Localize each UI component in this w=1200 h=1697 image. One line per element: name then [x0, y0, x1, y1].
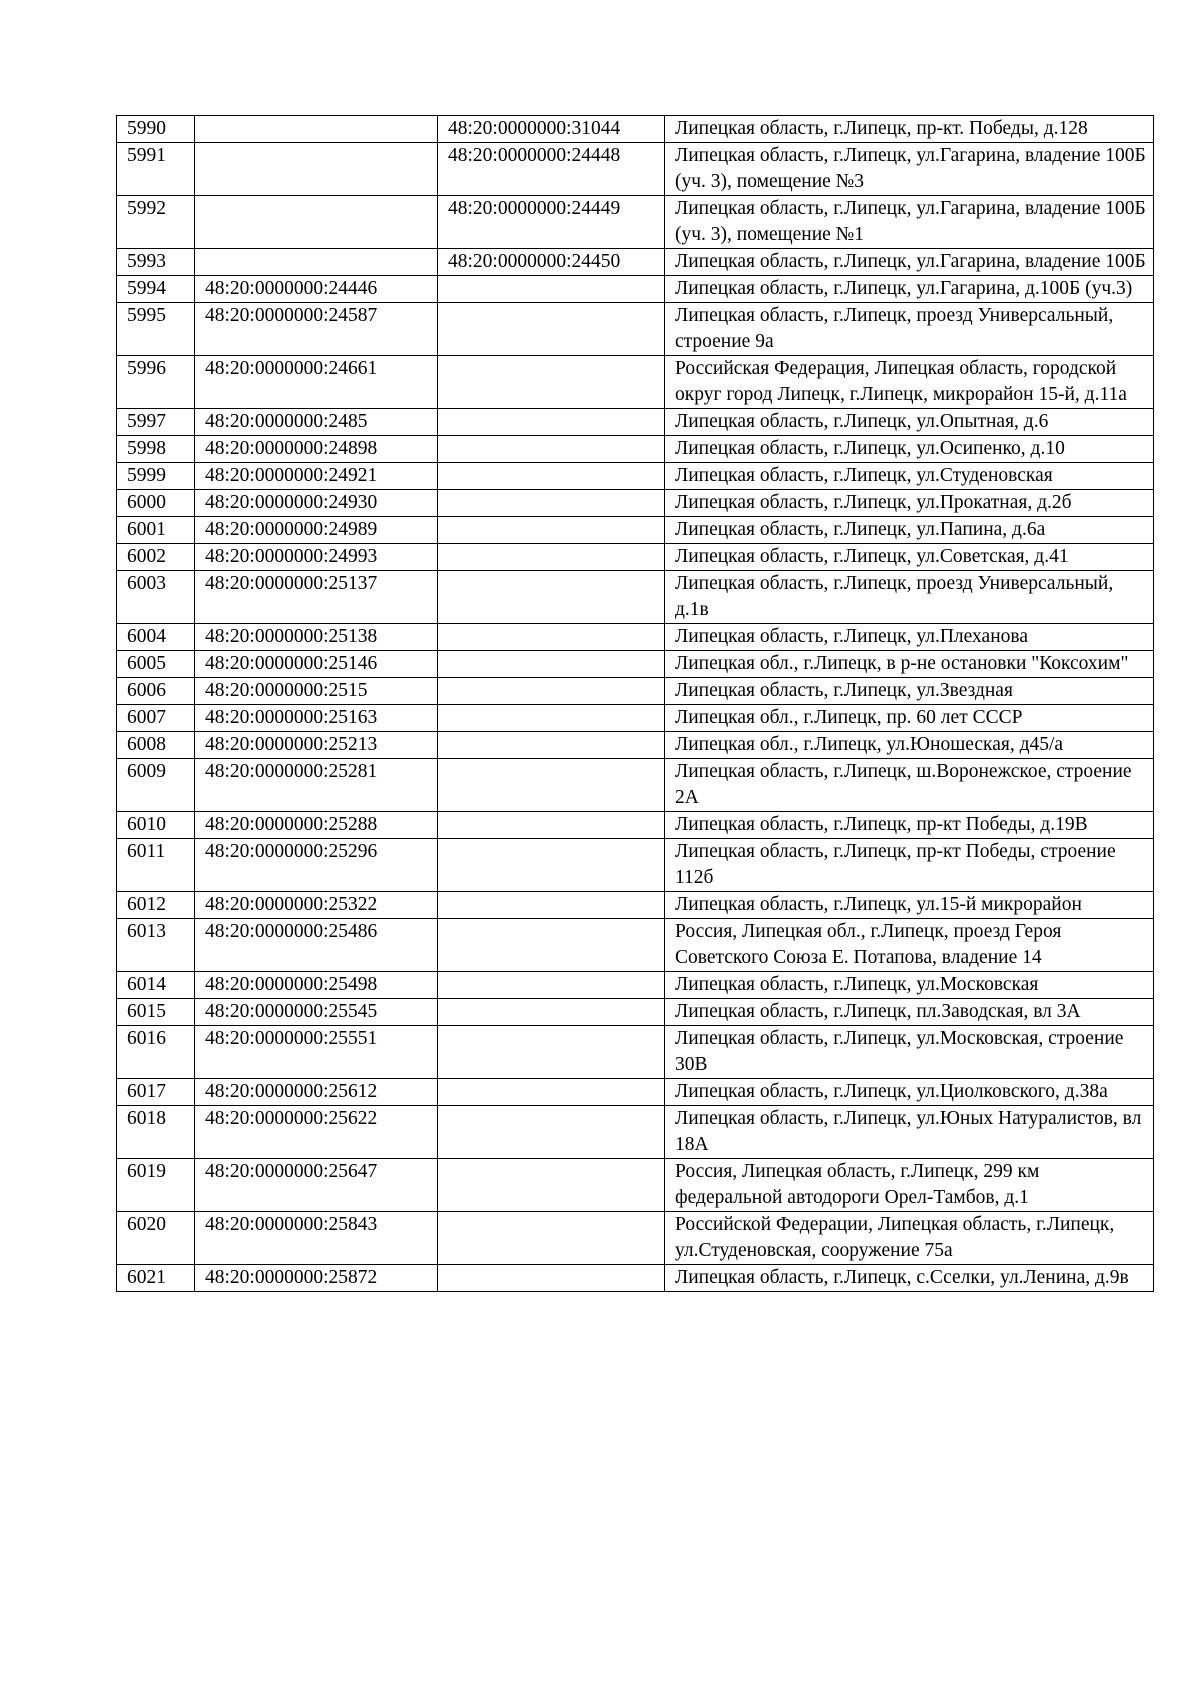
parent-cadastral-number-cell [438, 1212, 665, 1265]
row-number-cell: 6003 [117, 571, 195, 624]
address-cell: Липецкая обл., г.Липецк, пр. 60 лет СССР [665, 705, 1154, 732]
address-cell: Липецкая область, г.Липецк, ул.Гагарина, владение 100Б (уч. 3), помещение №3 [665, 143, 1154, 196]
parent-cadastral-number-cell [438, 972, 665, 999]
cadastral-number-cell: 48:20:0000000:2485 [195, 409, 438, 436]
row-number-cell: 5991 [117, 143, 195, 196]
cadastral-number-cell: 48:20:0000000:2515 [195, 678, 438, 705]
table-row [117, 436, 1154, 463]
table-row [117, 919, 1154, 972]
document-page [116, 115, 1153, 1292]
parent-cadastral-number-cell [438, 409, 665, 436]
address-cell: Липецкая обл., г.Липецк, в р-не остановки "Коксохим" [665, 651, 1154, 678]
address-cell: Липецкая область, г.Липецк, пр-кт Победы, д.19В [665, 812, 1154, 839]
cadastral-number-cell: 48:20:0000000:25213 [195, 732, 438, 759]
parent-cadastral-number-cell [438, 276, 665, 303]
table-row [117, 463, 1154, 490]
address-cell: Липецкая область, г.Липецк, ул.15-й микрорайон [665, 892, 1154, 919]
table-row [117, 972, 1154, 999]
row-number-cell: 6002 [117, 544, 195, 571]
address-cell: Липецкая область, г.Липецк, проезд Универсальный, строение 9а [665, 303, 1154, 356]
table-row [117, 1212, 1154, 1265]
row-number-cell: 6011 [117, 839, 195, 892]
parent-cadastral-number-cell [438, 919, 665, 972]
table-row [117, 705, 1154, 732]
row-number-cell: 5990 [117, 116, 195, 143]
table-row [117, 1265, 1154, 1292]
parent-cadastral-number-cell: 48:20:0000000:24449 [438, 196, 665, 249]
parent-cadastral-number-cell [438, 812, 665, 839]
cadastral-number-cell: 48:20:0000000:25296 [195, 839, 438, 892]
row-number-cell: 6014 [117, 972, 195, 999]
address-cell: Липецкая область, г.Липецк, пр-кт. Победы, д.128 [665, 116, 1154, 143]
cadastral-number-cell: 48:20:0000000:25551 [195, 1026, 438, 1079]
address-cell: Липецкая область, г.Липецк, ул.Звездная [665, 678, 1154, 705]
table-row [117, 651, 1154, 678]
address-cell: Липецкая область, г.Липецк, пл.Заводская, вл 3А [665, 999, 1154, 1026]
row-number-cell: 6001 [117, 517, 195, 544]
address-cell: Липецкая область, г.Липецк, с.Сселки, ул.Ленина, д.9в [665, 1265, 1154, 1292]
table-row [117, 544, 1154, 571]
table-row [117, 196, 1154, 249]
address-cell: Липецкая область, г.Липецк, ул.Прокатная, д.2б [665, 490, 1154, 517]
cadastral-number-cell: 48:20:0000000:25281 [195, 759, 438, 812]
table-row [117, 624, 1154, 651]
row-number-cell: 6012 [117, 892, 195, 919]
cadastral-number-cell [195, 116, 438, 143]
table-row [117, 276, 1154, 303]
table-row [117, 839, 1154, 892]
cadastral-number-cell: 48:20:0000000:25137 [195, 571, 438, 624]
address-cell: Липецкая область, г.Липецк, ул.Гагарина, д.100Б (уч.3) [665, 276, 1154, 303]
row-number-cell: 5998 [117, 436, 195, 463]
parent-cadastral-number-cell [438, 544, 665, 571]
address-cell: Российская Федерация, Липецкая область, городской округ город Липецк, г.Липецк, микрорайон 15-й, д.11а [665, 356, 1154, 409]
cadastral-number-cell: 48:20:0000000:25322 [195, 892, 438, 919]
row-number-cell: 6016 [117, 1026, 195, 1079]
table-row [117, 490, 1154, 517]
parent-cadastral-number-cell [438, 1026, 665, 1079]
address-cell: Липецкая область, г.Липецк, ул.Плеханова [665, 624, 1154, 651]
row-number-cell: 5994 [117, 276, 195, 303]
row-number-cell: 5999 [117, 463, 195, 490]
parent-cadastral-number-cell [438, 624, 665, 651]
address-cell: Липецкая область, г.Липецк, ш.Воронежское, строение 2А [665, 759, 1154, 812]
address-cell: Липецкая обл., г.Липецк, ул.Юношеская, д45/а [665, 732, 1154, 759]
table-row [117, 812, 1154, 839]
cadastral-number-cell: 48:20:0000000:25872 [195, 1265, 438, 1292]
row-number-cell: 6009 [117, 759, 195, 812]
parent-cadastral-number-cell [438, 1079, 665, 1106]
cadastral-number-cell: 48:20:0000000:24587 [195, 303, 438, 356]
cadastral-number-cell [195, 143, 438, 196]
row-number-cell: 6013 [117, 919, 195, 972]
table-row [117, 249, 1154, 276]
cadastral-number-cell: 48:20:0000000:25138 [195, 624, 438, 651]
parent-cadastral-number-cell [438, 463, 665, 490]
row-number-cell: 5992 [117, 196, 195, 249]
table-row [117, 116, 1154, 143]
parent-cadastral-number-cell [438, 517, 665, 544]
parent-cadastral-number-cell [438, 705, 665, 732]
cadastral-number-cell: 48:20:0000000:25288 [195, 812, 438, 839]
property-registry-table [116, 115, 1154, 1292]
parent-cadastral-number-cell [438, 678, 665, 705]
table-row [117, 759, 1154, 812]
cadastral-number-cell: 48:20:0000000:24921 [195, 463, 438, 490]
row-number-cell: 6005 [117, 651, 195, 678]
table-row [117, 892, 1154, 919]
parent-cadastral-number-cell [438, 892, 665, 919]
cadastral-number-cell: 48:20:0000000:25146 [195, 651, 438, 678]
cadastral-number-cell: 48:20:0000000:24989 [195, 517, 438, 544]
address-cell: Россия, Липецкая обл., г.Липецк, проезд Героя Советского Союза Е. Потапова, владение 14 [665, 919, 1154, 972]
address-cell: Россия, Липецкая область, г.Липецк, 299 км федеральной автодороги Орел-Тамбов, д.1 [665, 1159, 1154, 1212]
table-row [117, 1106, 1154, 1159]
parent-cadastral-number-cell [438, 1159, 665, 1212]
cadastral-number-cell: 48:20:0000000:24930 [195, 490, 438, 517]
row-number-cell: 6008 [117, 732, 195, 759]
parent-cadastral-number-cell [438, 759, 665, 812]
parent-cadastral-number-cell [438, 839, 665, 892]
address-cell: Липецкая область, г.Липецк, ул.Советская, д.41 [665, 544, 1154, 571]
address-cell: Липецкая область, г.Липецк, ул.Гагарина, владение 100Б [665, 249, 1154, 276]
row-number-cell: 5993 [117, 249, 195, 276]
row-number-cell: 6010 [117, 812, 195, 839]
address-cell: Липецкая область, г.Липецк, ул.Московская [665, 972, 1154, 999]
table-row [117, 517, 1154, 544]
address-cell: Липецкая область, г.Липецк, ул.Московская, строение 30В [665, 1026, 1154, 1079]
cadastral-number-cell: 48:20:0000000:25843 [195, 1212, 438, 1265]
table-row [117, 1026, 1154, 1079]
table-row [117, 1159, 1154, 1212]
row-number-cell: 6006 [117, 678, 195, 705]
cadastral-number-cell [195, 196, 438, 249]
cadastral-number-cell: 48:20:0000000:25498 [195, 972, 438, 999]
cadastral-number-cell: 48:20:0000000:25612 [195, 1079, 438, 1106]
table-row [117, 1079, 1154, 1106]
parent-cadastral-number-cell: 48:20:0000000:24450 [438, 249, 665, 276]
row-number-cell: 6015 [117, 999, 195, 1026]
row-number-cell: 5996 [117, 356, 195, 409]
parent-cadastral-number-cell [438, 999, 665, 1026]
address-cell: Липецкая область, г.Липецк, ул.Юных Натуралистов, вл 18А [665, 1106, 1154, 1159]
row-number-cell: 6017 [117, 1079, 195, 1106]
row-number-cell: 6019 [117, 1159, 195, 1212]
row-number-cell: 5995 [117, 303, 195, 356]
cadastral-number-cell: 48:20:0000000:25647 [195, 1159, 438, 1212]
address-cell: Липецкая область, г.Липецк, пр-кт Победы, строение 112б [665, 839, 1154, 892]
cadastral-number-cell: 48:20:0000000:25622 [195, 1106, 438, 1159]
registry-body [117, 116, 1154, 1292]
row-number-cell: 6000 [117, 490, 195, 517]
row-number-cell: 5997 [117, 409, 195, 436]
row-number-cell: 6018 [117, 1106, 195, 1159]
parent-cadastral-number-cell [438, 651, 665, 678]
cadastral-number-cell [195, 249, 438, 276]
cadastral-number-cell: 48:20:0000000:25163 [195, 705, 438, 732]
address-cell: Российской Федерации, Липецкая область, г.Липецк, ул.Студеновская, сооружение 75а [665, 1212, 1154, 1265]
row-number-cell: 6004 [117, 624, 195, 651]
address-cell: Липецкая область, г.Липецк, ул.Гагарина, владение 100Б (уч. 3), помещение №1 [665, 196, 1154, 249]
parent-cadastral-number-cell: 48:20:0000000:24448 [438, 143, 665, 196]
address-cell: Липецкая область, г.Липецк, проезд Универсальный, д.1в [665, 571, 1154, 624]
cadastral-number-cell: 48:20:0000000:25545 [195, 999, 438, 1026]
table-row [117, 732, 1154, 759]
parent-cadastral-number-cell [438, 1106, 665, 1159]
parent-cadastral-number-cell [438, 490, 665, 517]
cadastral-number-cell: 48:20:0000000:24661 [195, 356, 438, 409]
parent-cadastral-number-cell [438, 732, 665, 759]
table-row [117, 571, 1154, 624]
address-cell: Липецкая область, г.Липецк, ул.Папина, д.6а [665, 517, 1154, 544]
table-row [117, 678, 1154, 705]
parent-cadastral-number-cell [438, 356, 665, 409]
address-cell: Липецкая область, г.Липецк, ул.Циолковского, д.38а [665, 1079, 1154, 1106]
table-row [117, 303, 1154, 356]
table-row [117, 409, 1154, 436]
parent-cadastral-number-cell [438, 303, 665, 356]
row-number-cell: 6007 [117, 705, 195, 732]
table-row [117, 143, 1154, 196]
cadastral-number-cell: 48:20:0000000:25486 [195, 919, 438, 972]
parent-cadastral-number-cell: 48:20:0000000:31044 [438, 116, 665, 143]
table-row [117, 999, 1154, 1026]
cadastral-number-cell: 48:20:0000000:24993 [195, 544, 438, 571]
parent-cadastral-number-cell [438, 1265, 665, 1292]
cadastral-number-cell: 48:20:0000000:24446 [195, 276, 438, 303]
table-row [117, 356, 1154, 409]
cadastral-number-cell: 48:20:0000000:24898 [195, 436, 438, 463]
parent-cadastral-number-cell [438, 571, 665, 624]
row-number-cell: 6021 [117, 1265, 195, 1292]
address-cell: Липецкая область, г.Липецк, ул.Студеновская [665, 463, 1154, 490]
address-cell: Липецкая область, г.Липецк, ул.Опытная, д.6 [665, 409, 1154, 436]
row-number-cell: 6020 [117, 1212, 195, 1265]
address-cell: Липецкая область, г.Липецк, ул.Осипенко, д.10 [665, 436, 1154, 463]
parent-cadastral-number-cell [438, 436, 665, 463]
